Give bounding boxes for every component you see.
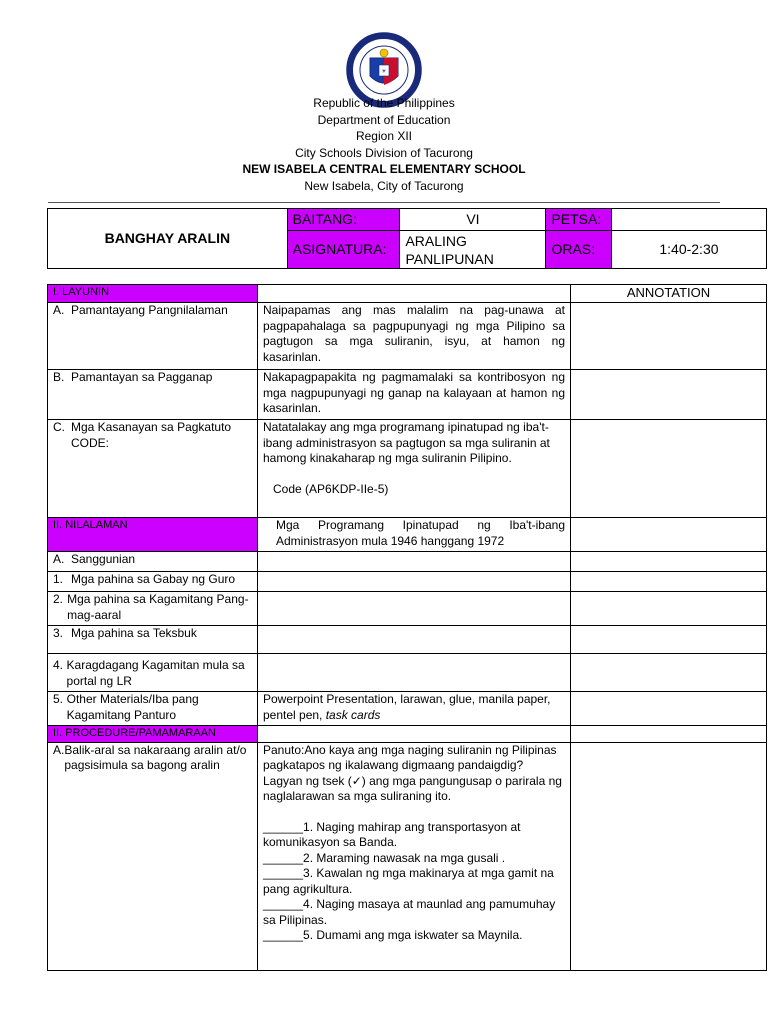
oras-label: ORAS: — [546, 231, 611, 269]
code-label: CODE: — [71, 435, 110, 450]
annotation-cell — [571, 592, 767, 626]
row-number: A. — [53, 552, 65, 566]
header-division: City Schools Division of Tacurong — [295, 145, 473, 160]
annotation-heading: ANNOTATION — [571, 285, 767, 303]
annotation-cell — [571, 626, 767, 654]
layunin-heading: I. LAYUNIN — [48, 285, 258, 303]
row-number: 1. — [53, 572, 64, 586]
row-label-text: Sanggunian — [71, 552, 136, 566]
checklist-item: ______5. Dumami ang mga iskwater sa Maynila. — [263, 928, 523, 942]
svg-text:☀: ☀ — [381, 69, 387, 75]
checklist-item: ______1. Naging mahirap ang transportasyon at komunikasyon sa Banda. — [263, 819, 521, 849]
row-label-text: Other Materials/Iba pang Kagamitang Panturo — [66, 692, 199, 722]
nilalaman-content: Mga Programang Ipinatupad ng Iba't-ibang Administrasyon mula 1946 hanggang 1972 — [258, 518, 571, 552]
checklist-item: ______4. Naging masaya at maunlad ang pamumuhay sa Pilipinas. — [263, 897, 556, 927]
row-number: 4. — [53, 658, 64, 672]
competency-code: Code (AP6KDP-IIe-5) — [273, 481, 389, 496]
annotation-cell — [571, 518, 767, 552]
annotation-cell — [571, 726, 767, 743]
row-label-text: Balik-aral sa nakaraang aralin at/o pagsisimula sa bagong aralin — [64, 742, 247, 772]
instruction-text: Panuto:Ano kaya ang mga naging suliranin ng Pilipinas pagkatapos ng ikalawang digmaang pandaigdig? Lagyan ng tsek (✓) ang mga pangungusap o parirala ng naglalarawan sa mga suliraning ito. — [263, 742, 562, 803]
row-number: 2. — [53, 592, 64, 606]
row-number: A. — [53, 742, 65, 757]
checklist-item: ______2. Maraming nawasak na mga gusali . — [263, 850, 506, 865]
row-content — [258, 692, 571, 726]
row-content — [258, 726, 571, 743]
oras-value: 1:40-2:30 — [611, 231, 766, 269]
layunin-content-empty — [258, 285, 571, 303]
row-label — [48, 692, 258, 726]
asignatura-value-line1: ARALING — [405, 232, 467, 249]
materials-text-italic: task cards — [325, 707, 381, 722]
row-content — [258, 572, 571, 592]
row-label-text: Pamantayan sa Pagganap — [71, 370, 213, 384]
row-label — [48, 303, 258, 370]
asignatura-value — [400, 231, 546, 269]
row-label — [48, 370, 258, 420]
row-number: 3. — [53, 626, 64, 640]
header-school: NEW ISABELA CENTRAL ELEMENTARY SCHOOL — [242, 162, 526, 176]
row-content — [258, 626, 571, 654]
baitang-value: VI — [400, 209, 546, 231]
row-label-text: Mga pahina sa Kagamitang Pang-mag-aaral — [67, 592, 249, 622]
row-label — [48, 420, 258, 518]
divider-line — [48, 202, 720, 203]
annotation-cell — [571, 552, 767, 572]
row-label — [48, 742, 258, 970]
row-content — [258, 742, 571, 970]
header-region: Region XII — [355, 129, 413, 143]
nilalaman-heading: II. NILALAMAN — [48, 518, 258, 552]
petsa-label: PETSA: — [546, 209, 611, 231]
asignatura-value-line2: PANLIPUNAN — [405, 250, 494, 267]
row-number: C. — [53, 420, 65, 434]
annotation-cell — [571, 742, 767, 970]
row-label — [48, 552, 258, 572]
materials-text: Powerpoint Presentation, larawan, glue, manila paper, pentel pen, — [263, 692, 551, 722]
row-content: Nakapagpapakita ng pagmamalaki sa kontribosyon ng mga nagpupunyagi ng ganap na kalayaan at hamon ng kasarinlan. — [258, 370, 571, 420]
row-number: B. — [53, 370, 65, 384]
row-label-text: Mga Kasanayan sa Pagkatuto — [71, 420, 232, 434]
competency-text: Natatalakay ang mga programang ipinatupad ng iba't-ibang administrasyon sa pagtugon sa mga suliranin at hamong kinakaharap ng mga suliranin Pilipino. — [263, 420, 550, 465]
row-content — [258, 654, 571, 692]
asignatura-label: ASIGNATURA: — [287, 231, 400, 269]
lesson-plan-table — [47, 284, 767, 971]
lesson-plan-title: BANGHAY ARALIN — [48, 209, 288, 269]
annotation-cell — [571, 303, 767, 370]
row-label — [48, 654, 258, 692]
header-country: Republic of the Philippines — [313, 96, 455, 110]
row-label-text: Mga pahina sa Gabay ng Guro — [71, 572, 236, 586]
letterhead — [0, 95, 768, 194]
header-department: Department of Education — [317, 112, 451, 127]
annotation-cell — [571, 420, 767, 518]
checklist-item: ______3. Kawalan ng mga makinarya at mga gamit na pang agrikultura. — [263, 866, 554, 896]
header-address: New Isabela, City of Tacurong — [304, 178, 464, 193]
row-label — [48, 592, 258, 626]
row-label-text: Mga pahina sa Teksbuk — [71, 626, 197, 640]
annotation-cell — [571, 692, 767, 726]
annotation-cell — [571, 572, 767, 592]
row-number: 5. — [53, 692, 64, 706]
row-content — [258, 552, 571, 572]
row-content: Naipapamas ang mas malalim na pag-unawa at pagpapahalaga sa pagpupunyagi ng mga Pilipino sa pagtugon sa mga suliranin, isyu, at hamon ng kasarinlan. — [258, 303, 571, 370]
baitang-label: BAITANG: — [287, 209, 400, 231]
petsa-value — [611, 209, 766, 231]
row-number: A. — [53, 303, 65, 317]
row-label-text: Pamantayang Pangnilalaman — [71, 303, 228, 317]
row-content — [258, 592, 571, 626]
row-label-text: Karagdagang Kagamitan mula sa portal ng LR — [66, 658, 245, 688]
row-label — [48, 572, 258, 592]
procedure-heading: II. PROCEDURE/PAMAMARAAN — [48, 726, 258, 743]
annotation-cell — [571, 370, 767, 420]
lesson-info-table — [47, 208, 767, 269]
row-content — [258, 420, 571, 518]
row-label — [48, 626, 258, 654]
annotation-cell — [571, 654, 767, 692]
